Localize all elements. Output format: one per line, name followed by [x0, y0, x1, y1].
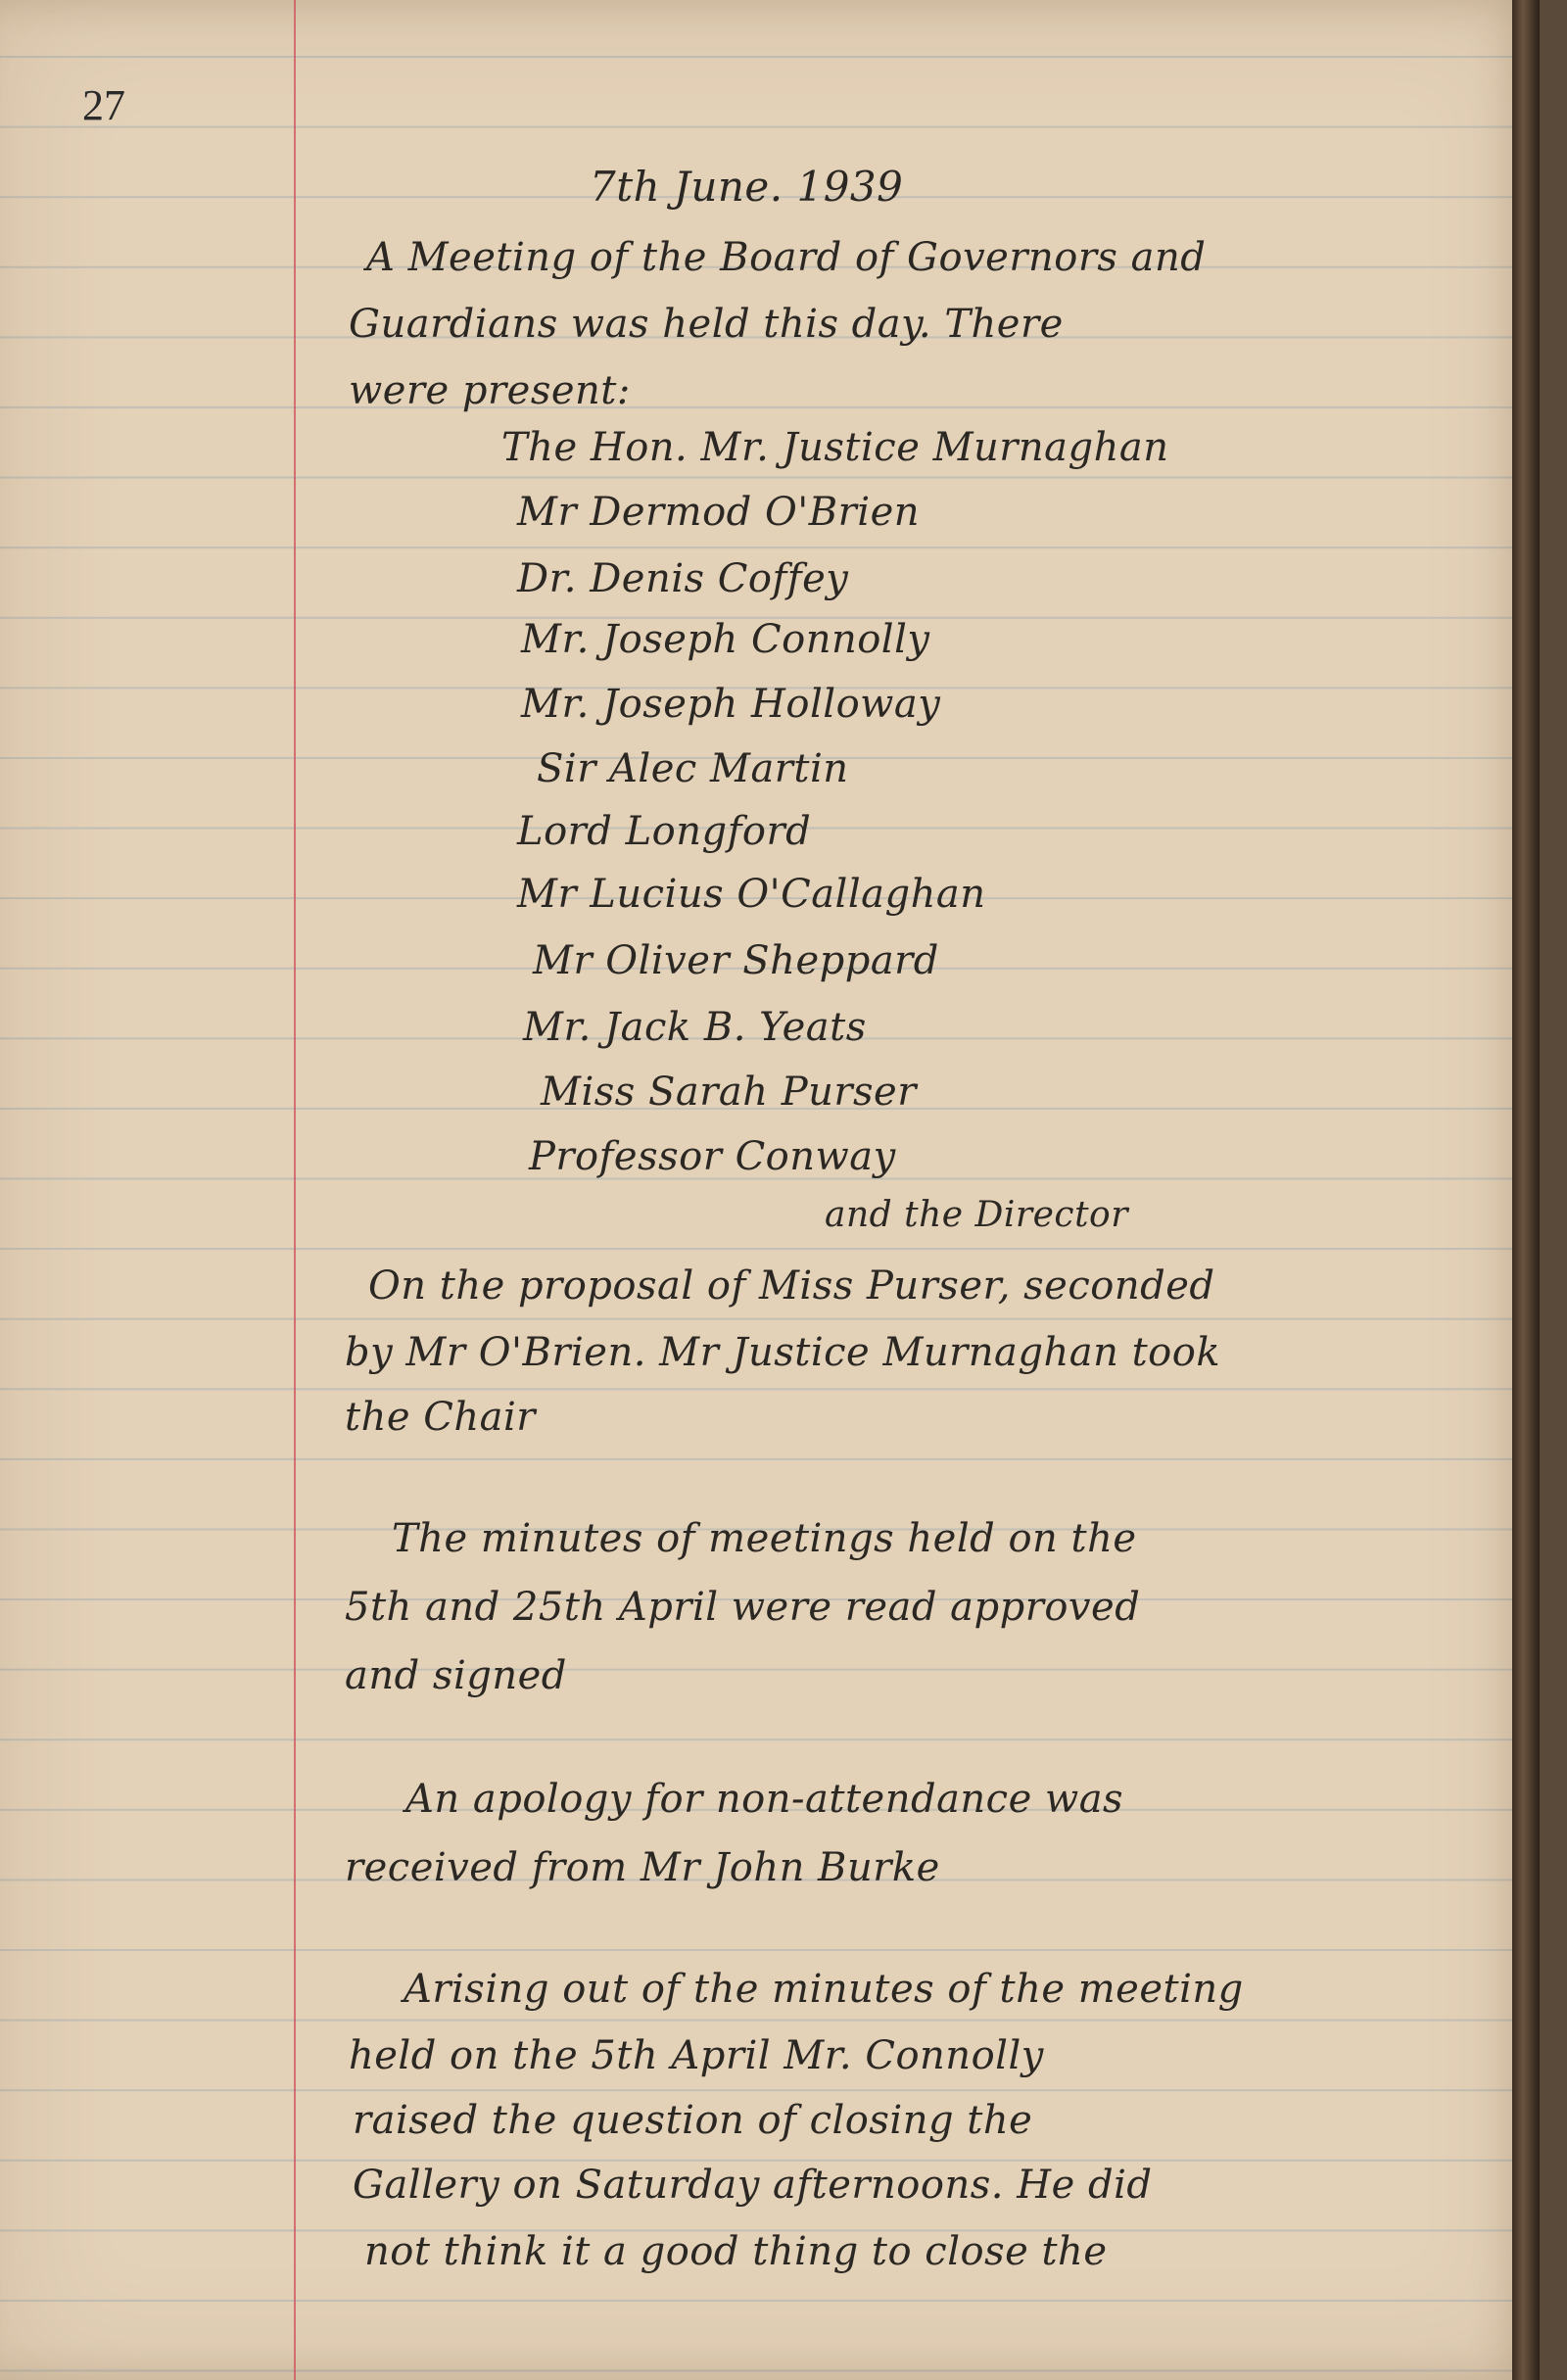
paragraph-line: and signed: [345, 1653, 567, 1698]
attendee-name: Miss Sarah Purser: [541, 1070, 917, 1115]
paragraph-line: received from Mr John Burke: [345, 1845, 940, 1890]
attendee-name: Lord Longford: [517, 809, 812, 854]
paragraph-line: 5th and 25th April were read approved: [345, 1585, 1141, 1630]
date-heading: 7th June. 1939: [590, 163, 904, 211]
paragraph-line: the Chair: [345, 1395, 536, 1440]
attendee-name: The Hon. Mr. Justice Murnaghan: [501, 425, 1169, 470]
attendee-name: Mr Dermod O'Brien: [517, 490, 921, 535]
and-director: and the Director: [825, 1195, 1128, 1235]
paragraph-line: by Mr O'Brien. Mr Justice Murnaghan took: [345, 1330, 1221, 1375]
intro-line: Guardians was held this day. There: [349, 302, 1064, 347]
paragraph-line: not think it a good thing to close the: [364, 2229, 1108, 2274]
attendee-name: Sir Alec Martin: [537, 746, 849, 791]
margin-rule: [294, 0, 296, 2380]
attendee-name: Dr. Denis Coffey: [517, 556, 849, 601]
page-edge: [1512, 0, 1540, 2380]
paragraph-line: Gallery on Saturday afternoons. He did: [353, 2163, 1153, 2208]
attendee-name: Mr Oliver Sheppard: [533, 938, 939, 983]
attendee-name: Mr Lucius O'Callaghan: [517, 872, 986, 917]
attendee-name: Mr. Joseph Connolly: [521, 617, 930, 662]
attendee-name: Mr. Jack B. Yeats: [523, 1005, 867, 1050]
paragraph-line: On the proposal of Miss Purser, seconded: [368, 1263, 1215, 1309]
paragraph-line: An apology for non-attendance was: [405, 1777, 1124, 1822]
attendee-name: Mr. Joseph Holloway: [521, 682, 941, 727]
intro-line: were present:: [349, 368, 631, 413]
page-number: 27: [82, 81, 125, 129]
paragraph-line: Arising out of the minutes of the meeting: [404, 1967, 1244, 2012]
paragraph-line: held on the 5th April Mr. Connolly: [349, 2033, 1044, 2078]
paragraph-line: The minutes of meetings held on the: [392, 1516, 1137, 1561]
paragraph-line: raised the question of closing the: [353, 2098, 1033, 2143]
intro-line: A Meeting of the Board of Governors and: [366, 235, 1207, 280]
attendee-name: Professor Conway: [529, 1134, 896, 1179]
